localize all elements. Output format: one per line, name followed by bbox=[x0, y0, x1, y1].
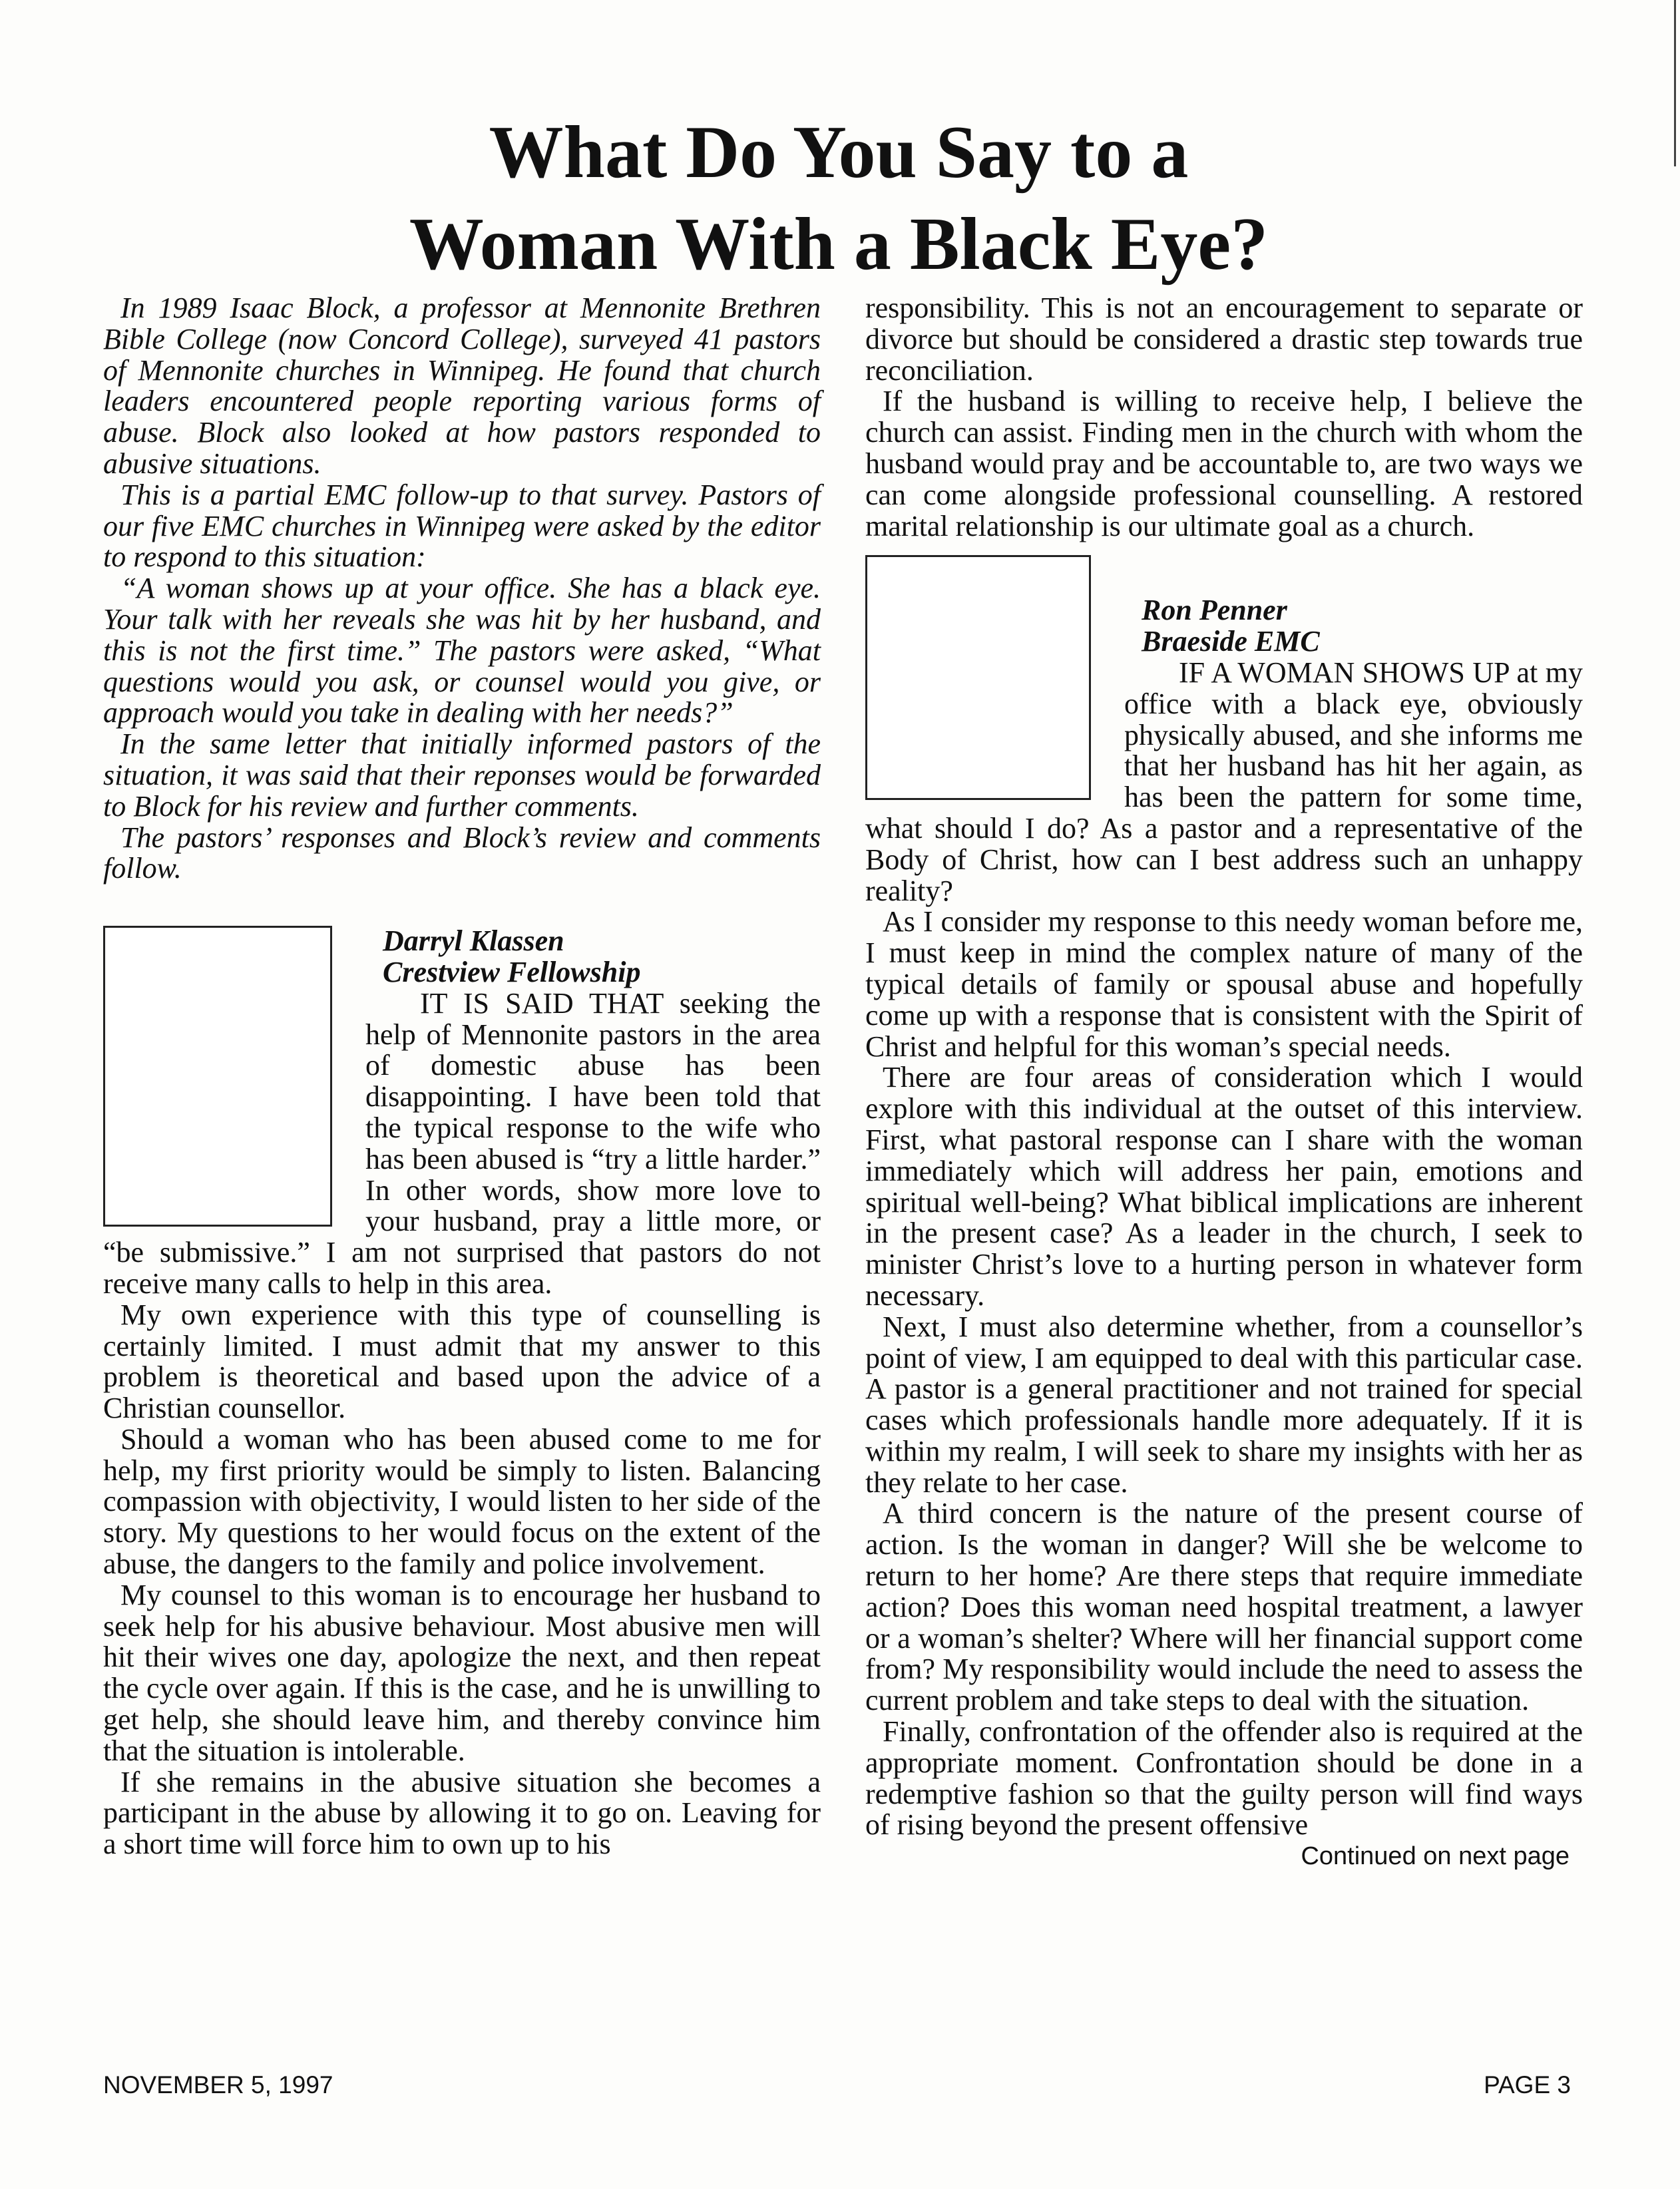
title-line-1: What Do You Say to a bbox=[489, 111, 1189, 194]
lead-caps: IT IS SAID THAT bbox=[420, 986, 664, 1020]
intro-paragraph: This is a partial EMC follow-up to that survey. Pastors of our five EMC churches in Winnipeg were asked by the editor to respond to this situation: bbox=[103, 478, 821, 574]
intro-paragraph: In 1989 Isaac Block, a professor at Mennonite Brethren Bible College (now Concord College), surveyed 41 pastors of Mennonite churches in Winnipeg. He found that church leaders encountered people reporting various forms of abuse. Block also looked at how pastors responded to abusive situations. bbox=[103, 292, 821, 480]
intro-block bbox=[103, 293, 821, 885]
body-paragraph: If she remains in the abusive situation she becomes a participant in the abuse by allowing it to go on. Leaving for a short time will force him to own up to his bbox=[103, 1765, 821, 1861]
left-column bbox=[103, 293, 821, 1860]
body-paragraph: Next, I must also determine whether, from a counsellor’s point of view, I am equipped to deal with this particular case. A pastor is a general practitioner and not trained for special cases which professionals handle more adequately. If it is within my realm, I will seek to share my insights with her as they relate to her case. bbox=[865, 1310, 1583, 1499]
body-paragraph: As I consider my response to this needy woman before me, I must keep in mind the complex nature of many of the typical details of family or spousal abuse and hopefully come up with a response that is consistent with the Spirit of Christ and helpful for this woman’s special needs. bbox=[865, 905, 1583, 1063]
lead-text: at my office with a black eye, obviously physically abused, and she informs me that her husband has hit her again, as has been the pattern for some time, what should I do? As a pastor and a representative of the Body of Christ, how can I best address such an unhappy reality? bbox=[865, 656, 1583, 907]
author-name: Darryl Klassen bbox=[383, 924, 564, 958]
body-paragraph: Finally, confrontation of the offender also is required at the appropriate moment. Confrontation should be done in a redemptive fashion so that the guilty person will find ways of rising beyond the present offensive bbox=[865, 1715, 1583, 1842]
body-paragraph: If the husband is willing to receive help, I believe the church can assist. Finding men in the church with whom the husband would pray and be accountable to, are two ways we can come alongside professional counselling. A restored marital relationship is our ultimate goal as a church. bbox=[865, 385, 1583, 542]
author-church: Crestview Fellowship bbox=[383, 955, 641, 988]
lead-text: seeking the help of Mennonite pastors in the area of domestic abuse has been disappointing. I have been told that the typical response to the wife who has been abused is “try a little harder.” In other words, show more love to your husband, pray a little more, or “be submissive.” I am not surprised that pastors do not receive many calls to help in this area. bbox=[103, 986, 821, 1300]
lead-caps: IF A WOMAN SHOWS UP bbox=[1179, 656, 1509, 689]
intro-paragraph: “A woman shows up at your office. She has a black eye. Your talk with her reveals she was hit by her husband, and this is not the first time.” The pastors were asked, “What questions would you ask, or counsel would you give, or approach would you take in dealing with her needs?” bbox=[103, 572, 821, 729]
author-church: Braeside EMC bbox=[1142, 625, 1320, 658]
footer-date: NOVEMBER 5, 1997 bbox=[103, 2071, 333, 2098]
article-title bbox=[200, 106, 1478, 290]
author-photo-placeholder bbox=[103, 926, 332, 1227]
author-name: Ron Penner bbox=[1142, 594, 1287, 627]
author-photo-placeholder bbox=[865, 555, 1091, 800]
right-column bbox=[865, 293, 1583, 1872]
intro-paragraph: In the same letter that initially informed pastors of the situation, it was said that their reponses would be forwarded to Block for his review and further comments. bbox=[103, 727, 821, 823]
page-edge-rule bbox=[1674, 0, 1676, 166]
continued-note: Continued on next page bbox=[1301, 1842, 1570, 1871]
footer-page-number: PAGE 3 bbox=[1484, 2071, 1571, 2098]
title-line-2: Woman With a Black Eye? bbox=[409, 203, 1269, 286]
intro-paragraph: The pastors’ responses and Block’s review and comments follow. bbox=[103, 821, 821, 885]
body-paragraph: A third concern is the nature of the present course of action. Is the woman in danger? Will she be welcome to return to her home? Are there steps that require immediate action? Does this woman need hospital treatment, a lawyer or a woman’s shelter? Where will her financial support come from? My responsibility would include the need to assess the current problem and take steps to deal with the situation. bbox=[865, 1497, 1583, 1717]
body-paragraph: My own experience with this type of counselling is certainly limited. I must admit that my answer to this problem is theoretical and based upon the advice of a Christian counsellor. bbox=[103, 1298, 821, 1425]
body-paragraph: My counsel to this woman is to encourage her husband to seek help for his abusive behaviour. Most abusive men will hit their wives one day, apologize the next, and then repeat the cycle over again. If this is the case, and he is unwilling to get help, she should leave him, and thereby convince him that the situation is intolerable. bbox=[103, 1578, 821, 1767]
body-paragraph: responsibility. This is not an encouragement to separate or divorce but should be considered a drastic step towards true reconciliation. bbox=[865, 292, 1583, 387]
body-paragraph: Should a woman who has been abused come to me for help, my first priority would be simply to listen. Balancing compassion with objectivity, I would listen to her side of the story. My questions to her would focus on the extent of the abuse, the dangers to the family and police involvement. bbox=[103, 1422, 821, 1581]
body-paragraph: There are four areas of consideration which I would explore with this individual at the outset of this interview. First, what pastoral response can I share with the woman immediately which will address her pain, emotions and spiritual well-being? What biblical implications are inherent in the present case? As a leader in the church, I seek to minister Christ’s love to a hurting person in whatever form necessary. bbox=[865, 1061, 1583, 1312]
